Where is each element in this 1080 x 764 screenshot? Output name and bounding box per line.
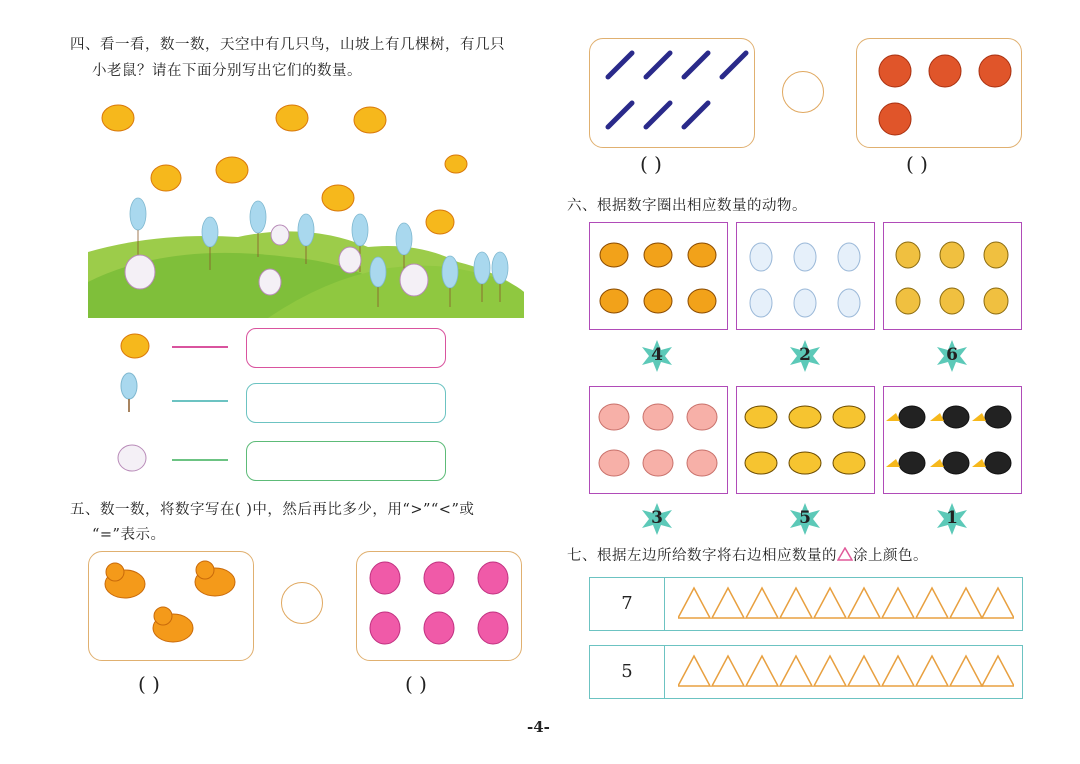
bird-icon (118, 330, 152, 362)
page-number: -4- (527, 718, 550, 736)
star-number: 2 (799, 345, 811, 365)
star-number: 1 (946, 508, 958, 528)
sky-hill-scene (88, 92, 524, 318)
star-number: 6 (946, 345, 958, 365)
animal-cell-tigers[interactable] (736, 386, 875, 494)
pens-box (589, 38, 755, 148)
balloons (357, 552, 521, 660)
section7-title (567, 543, 928, 569)
compare-circle-bottom[interactable] (281, 582, 323, 624)
duck-count-paren[interactable]: ( ) (138, 672, 160, 696)
row-number: 7 (590, 578, 665, 630)
section4-title-line1: 四、看一看，数一数，天空中有几只鸟，山坡上有几棵树，有几只 (70, 37, 505, 53)
row-number: 5 (590, 646, 665, 698)
balloon-count-paren[interactable]: ( ) (405, 672, 427, 696)
animal-cell-pigs[interactable] (589, 386, 728, 494)
tree-count-answer-box[interactable] (246, 383, 446, 423)
dash-line-tree (172, 400, 228, 402)
tree-icon (118, 372, 140, 412)
monkey-figures (884, 223, 1021, 329)
dash-line-bird (172, 346, 228, 348)
triangles[interactable] (678, 586, 1014, 622)
ducks-box (88, 551, 254, 661)
section6-title: 六、根据数字圈出相应数量的动物。 (567, 198, 807, 214)
pig-figures (590, 387, 727, 493)
pen-count-paren[interactable]: ( ) (640, 152, 662, 176)
section5-title-line1: 五、数一数，将数字写在( )中，然后再比多少，用“>”“<”或 (70, 502, 475, 518)
triangle-row-5 (589, 645, 1023, 699)
section7-title-suffix: 涂上颜色。 (853, 548, 928, 564)
triangles[interactable] (678, 654, 1014, 690)
duck-toys (89, 552, 253, 660)
star-number: 3 (651, 508, 663, 528)
compare-circle-top[interactable] (782, 71, 824, 113)
rabbit-figures (737, 223, 874, 329)
mouse-count-answer-box[interactable] (246, 441, 446, 481)
animal-cell-rabbits[interactable] (736, 222, 875, 330)
section7-title-prefix: 七、根据左边所给数字将右边相应数量的 (567, 548, 837, 564)
star-number: 4 (651, 345, 663, 365)
dog-figures (590, 223, 727, 329)
animal-cell-dogs[interactable] (589, 222, 728, 330)
mouse-icon (110, 440, 154, 474)
balloons-box (356, 551, 522, 661)
triangle-row-7 (589, 577, 1023, 631)
triangle-icon (837, 547, 853, 561)
toucan-figures (884, 387, 1021, 493)
bird-count-answer-box[interactable] (246, 328, 446, 368)
section4-title-line2: 小老鼠？请在下面分别写出它们的数量。 (92, 63, 362, 79)
pens (590, 39, 754, 147)
animal-cell-monkeys[interactable] (883, 222, 1022, 330)
dash-line-mouse (172, 459, 228, 461)
animal-cell-toucans[interactable] (883, 386, 1022, 494)
tiger-figures (737, 387, 874, 493)
section5-title-line2: “=”表示。 (92, 527, 166, 543)
basketballs (857, 39, 1021, 147)
star-number: 5 (799, 508, 811, 528)
basketballs-box (856, 38, 1022, 148)
ball-count-paren[interactable]: ( ) (906, 152, 928, 176)
